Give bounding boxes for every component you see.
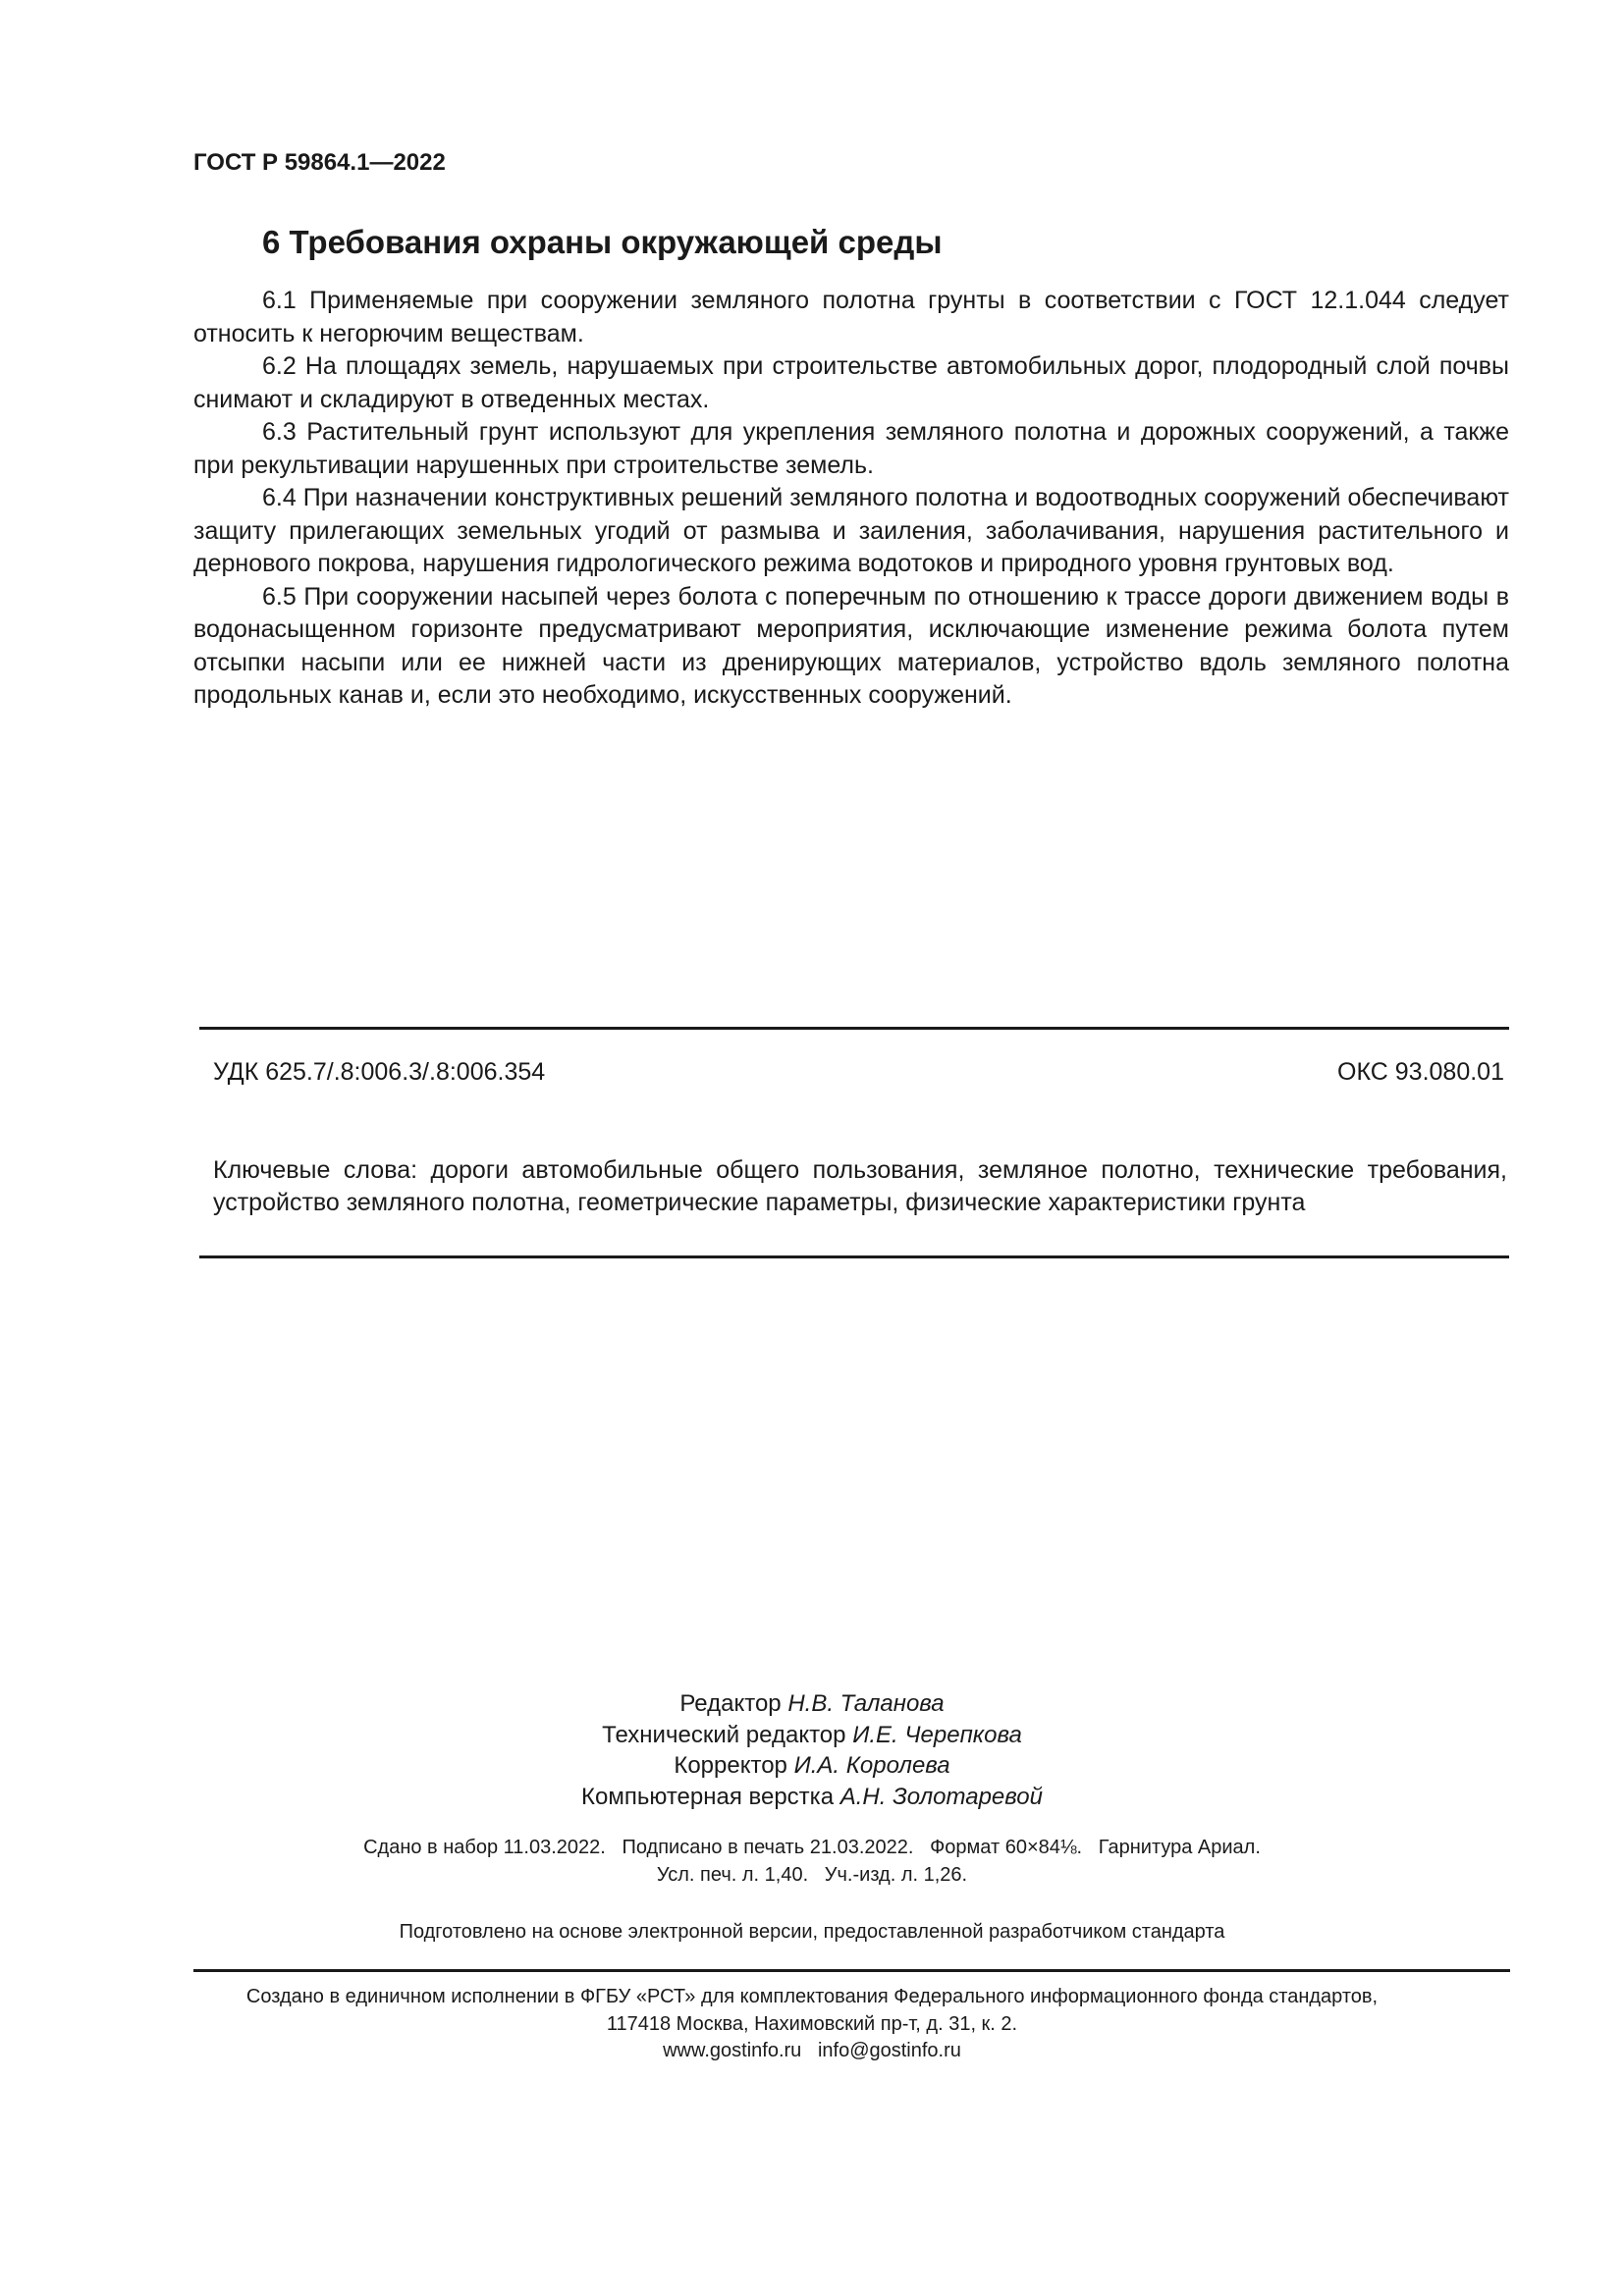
bottom-divider: [199, 1255, 1509, 1258]
credit-corrector: Корректор И.А. Королева: [674, 1752, 950, 1779]
section-title: 6 Требования охраны окружающей среды: [262, 224, 943, 260]
paragraph-6-3: 6.3 Растительный грунт используют для укрепления земляного полотна и дорожных сооружений, а также при рекультивации нарушенных при строительстве земель.: [193, 418, 1509, 479]
created-line-3: www.gostinfo.ru info@gostinfo.ru: [663, 2040, 961, 2061]
created-line-1: Создано в единичном исполнении в ФГБУ «РСТ» для комплектования Федерального информационного фонда стандартов,: [245, 1986, 1379, 2007]
publication-info: [0, 1835, 1624, 1889]
document-code: ГОСТ Р 59864.1—2022: [193, 149, 446, 176]
keywords: Ключевые слова: дороги автомобильные общего пользования, земляное полотно, технические требования, устройство земляного полотна, геометрические параметры, физические характеристики грунта: [213, 1156, 1507, 1216]
section-body: [193, 285, 1509, 713]
created-note: [0, 1984, 1624, 2065]
publication-line-1: Сдано в набор 11.03.2022. Подписано в печать 21.03.2022. Формат 60×84⅛. Гарнитура Ариал.: [363, 1837, 1261, 1858]
credits-block: [0, 1688, 1624, 1812]
created-line-2: 117418 Москва, Нахимовский пр-т, д. 31, к. 2.: [606, 2012, 1018, 2035]
paragraph-6-2: 6.2 На площадях земель, нарушаемых при строительстве автомобильных дорог, плодородный слой почвы снимают и складируют в отведенных местах.: [193, 352, 1509, 413]
oks-code: ОКС 93.080.01: [1337, 1058, 1504, 1086]
paragraph-6-4: 6.4 При назначении конструктивных решений земляного полотна и водоотводных сооружений обеспечивают защиту прилегающих земельных угодий от размыва и заиления, заболачивания, нарушения растительного и дернового покрова, нарушения гидрологического режима водотоков и природного уровня грунтовых вод.: [193, 484, 1509, 577]
paragraph-6-1: 6.1 Применяемые при сооружении земляного полотна грунты в соответствии с ГОСТ 12.1.044 следует относить к негорючим веществам.: [193, 287, 1509, 347]
udk-code: УДК 625.7/.8:006.3/.8:006.354: [213, 1058, 546, 1086]
footer-divider: [193, 1969, 1510, 1972]
publication-line-2: Усл. печ. л. 1,40. Уч.-изд. л. 1,26.: [656, 1863, 968, 1886]
credit-tech-editor: Технический редактор И.Е. Черепкова: [602, 1721, 1022, 1748]
credit-layout: Компьютерная верстка А.Н. Золотаревой: [581, 1783, 1043, 1810]
prepared-note: Подготовлено на основе электронной версии, предоставленной разработчиком стандарта: [399, 1921, 1225, 1943]
credit-editor: Редактор Н.В. Таланова: [679, 1690, 945, 1717]
top-divider: [199, 1027, 1509, 1030]
paragraph-6-5: 6.5 При сооружении насыпей через болота с поперечным по отношению к трассе дороги движением воды в водонасыщенном горизонте предусматривают мероприятия, исключающие изменение режима болота путем отсыпки насыпи или ее нижней части из дренирующих материалов, устройство вдоль земляного полотна продольных канав и, если это необходимо, искусственных сооружений.: [193, 582, 1509, 709]
